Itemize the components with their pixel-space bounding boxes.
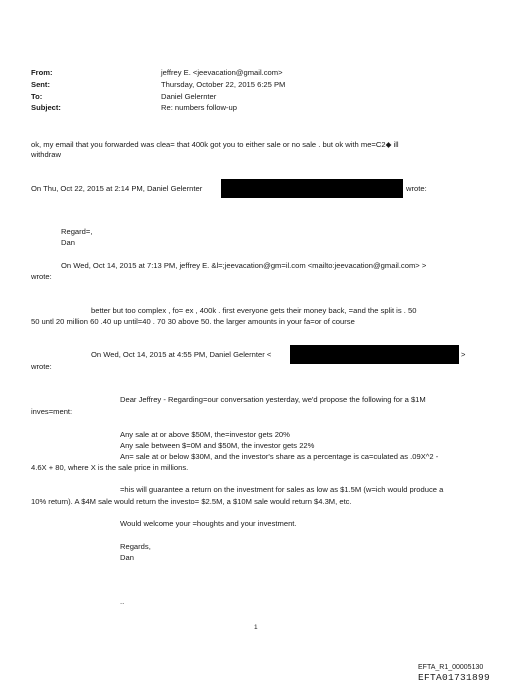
subject-label: Subject: <box>31 103 61 112</box>
para1-line-1: better but too complex , fo= ex , 400k . first everyone gets their money back, =and the split is . 50 <box>91 306 417 315</box>
investment-line: inves=ment: <box>31 407 73 416</box>
quote2-attribution: On Wed, Oct 14, 2015 at 7:13 PM, jeffrey E. &l=;jeevacation@gm=il.com <mailto:jeevacation@gmail.com> > <box>61 261 427 270</box>
redaction-box-1 <box>221 179 403 198</box>
term-1: Any sale at or above $50M, the=investor gets 20% <box>120 430 290 439</box>
bates-number-large: EFTA01731899 <box>418 672 491 683</box>
quote3-attribution: On Wed, Oct 14, 2015 at 4:55 PM, Daniel Gelernter < <box>91 350 272 359</box>
dear-line: Dear Jeffrey - Regarding=our conversation yesterday, we'd propose the following for a $1M <box>120 395 426 404</box>
to-value: Daniel Gelernter <box>161 92 217 101</box>
term-3: An= sale at or below $30M, and the investor's share as a percentage is ca=culated as .09X^2 - <box>120 452 439 461</box>
quote3-close: > <box>461 350 466 359</box>
quote2-wrote: wrote: <box>31 272 52 281</box>
regards-1-name: Dan <box>61 238 75 247</box>
regards-2: Regards, <box>120 542 151 551</box>
ellipsis: .. <box>120 597 125 606</box>
page-number: 1 <box>254 624 258 631</box>
to-label: To: <box>31 92 43 101</box>
para1-line-2: 50 untl 20 million 60 .40 up until=40 . 70 30 above 50. the larger amounts in your fa=or of course <box>31 317 355 326</box>
regards-2-name: Dan <box>120 553 134 562</box>
subject-value: Re: numbers follow-up <box>161 103 237 112</box>
reply-line-2: withdraw <box>31 150 61 159</box>
sent-value: Thursday, October 22, 2015 6:25 PM <box>161 80 286 89</box>
quote1-wrote: wrote: <box>406 184 427 193</box>
term-3-continued: 4.6X + 80, where X is the sale price in millions. <box>31 463 189 472</box>
redaction-box-2 <box>290 345 459 364</box>
from-value: jeffrey E. <jeevacation@gmail.com> <box>161 68 283 77</box>
bates-number-small: EFTA_R1_00005130 <box>418 664 484 671</box>
quote3-wrote: wrote: <box>31 362 52 371</box>
welcome-line: Would welcome your =houghts and your investment. <box>120 519 297 528</box>
guarantee-line-1: =his will guarantee a return on the investment for sales as low as $1.5M (w=ich would produce a <box>120 485 444 494</box>
regards-1: Regard=, <box>61 227 93 236</box>
term-2: Any sale between $=0M and $50M, the investor gets 22% <box>120 441 315 450</box>
guarantee-line-2: 10% return). A $4M sale would return the investo= $2.5M, a $10M sale would return $4.3M, etc. <box>31 497 352 506</box>
reply-line-1: ok, my email that you forwarded was clea= that 400k got you to either sale or no sale . but ok with me=C2◆ ill <box>31 140 399 149</box>
sent-label: Sent: <box>31 80 50 89</box>
from-label: From: <box>31 68 53 77</box>
quote1-attribution: On Thu, Oct 22, 2015 at 2:14 PM, Daniel Gelernter <box>31 184 203 193</box>
